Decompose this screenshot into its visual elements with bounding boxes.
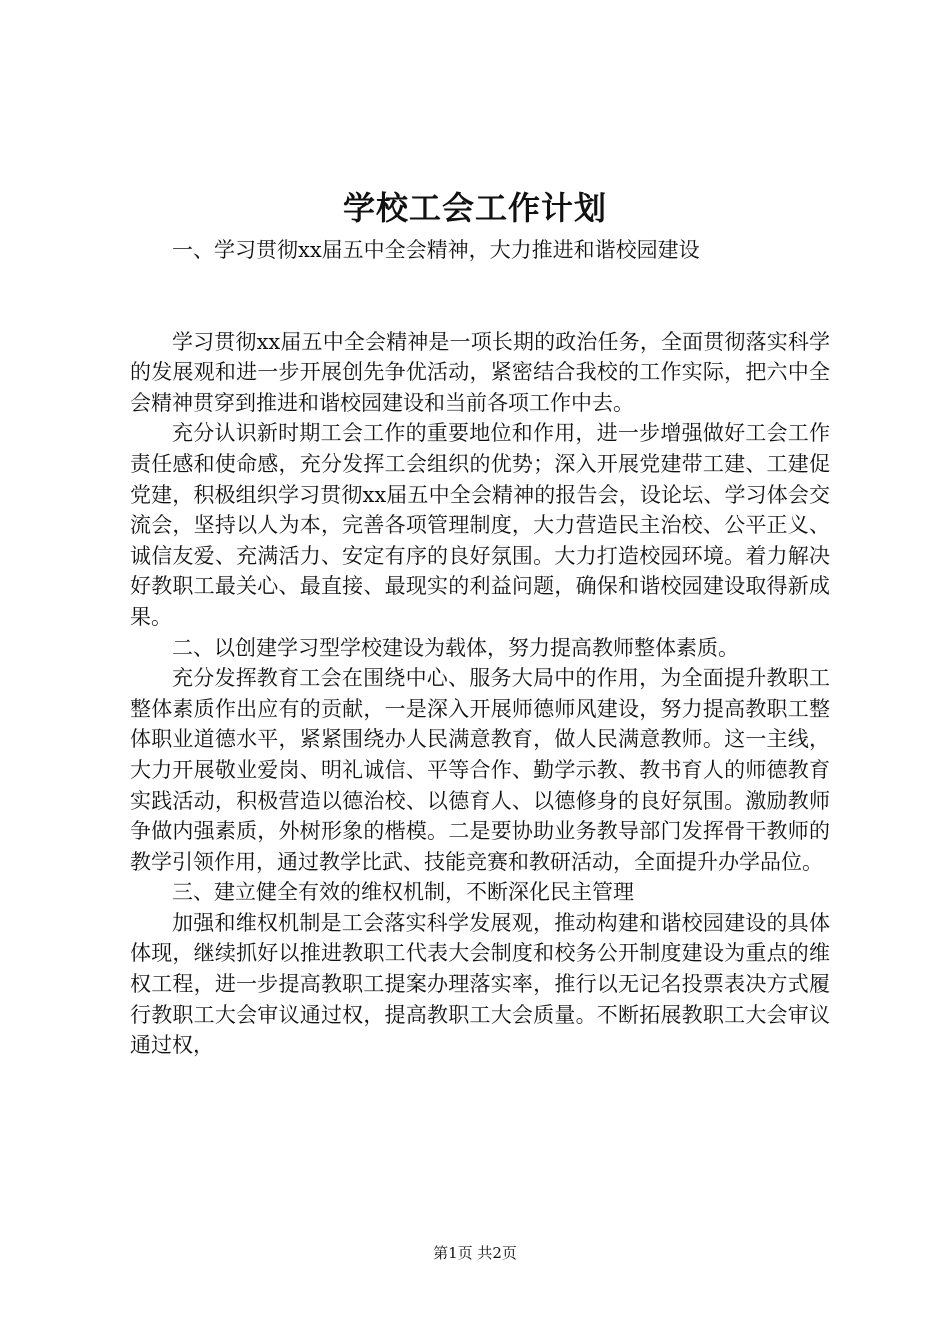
document-body [130,235,830,1061]
page-footer: 第1页 共2页 [433,1244,517,1262]
section3-paragraph-1: 加强和维权机制是工会落实科学发展观，推动构建和谐校园建设的具体体现，继续抓好以推进教职工代表大会制度和校务公开制度建设为重点的维权工程，进一步提高教职工提案办理落实率，推行以无记名投票表决方式履行教职工大会审议通过权，提高教职工大会质量。不断拓展教职工大会审议通过权， [130,910,830,1058]
section1-paragraph-1: 学习贯彻xx届五中全会精神是一项长期的政治任务，全面贯彻落实科学的发展观和进一步开展创先争优活动，紧密结合我校的工作实际，把六中全会精神贯穿到推进和谐校园建设和当前各项工作中去。 [130,329,830,415]
section1-paragraph-2: 充分认识新时期工会工作的重要地位和作用，进一步增强做好工会工作责任感和使命感，充分发挥工会组织的优势；深入开展党建带工建、工建促党建，积极组织学习贯彻xx届五中全会精神的报告会，设论坛、学习体会交流会，坚持以人为本，完善各项管理制度，大力营造民主治校、公平正义、诚信友爱、充满活力、安定有序的良好氛围。大力打造校园环境。着力解决好教职工最关心、最直接、最现实的利益问题，确保和谐校园建设取得新成果。 [130,421,830,629]
section1-heading: 一、学习贯彻xx届五中全会精神，大力推进和谐校园建设 [172,238,700,262]
document-title: 学校工会工作计划 [342,189,607,227]
section2-paragraph-1: 充分发挥教育工会在围绕中心、服务大局中的作用，为全面提升教职工整体素质作出应有的贡献，一是深入开展师德师风建设，努力提高教职工整体职业道德水平，紧紧围绕办人民满意教育，做人民满意教师。这一主线，大力开展敬业爱岗、明礼诚信、平等合作、勤学示教、教书育人的师德教育实践活动，积极营造以德治校、以德育人、以德修身的良好氛围。激励教师争做内强素质，外树形象的楷模。二是要协助业务教导部门发挥骨干教师的教学引领作用，通过教学比武、技能竞赛和教研活动，全面提升办学品位。 [130,666,830,874]
section3-heading: 三、建立健全有效的维权机制，不断深化民主管理 [172,880,634,905]
section-spacer [130,266,830,327]
section2-heading: 二、以创建学习型学校建设为载体，努力提高教师整体素质。 [172,635,739,660]
